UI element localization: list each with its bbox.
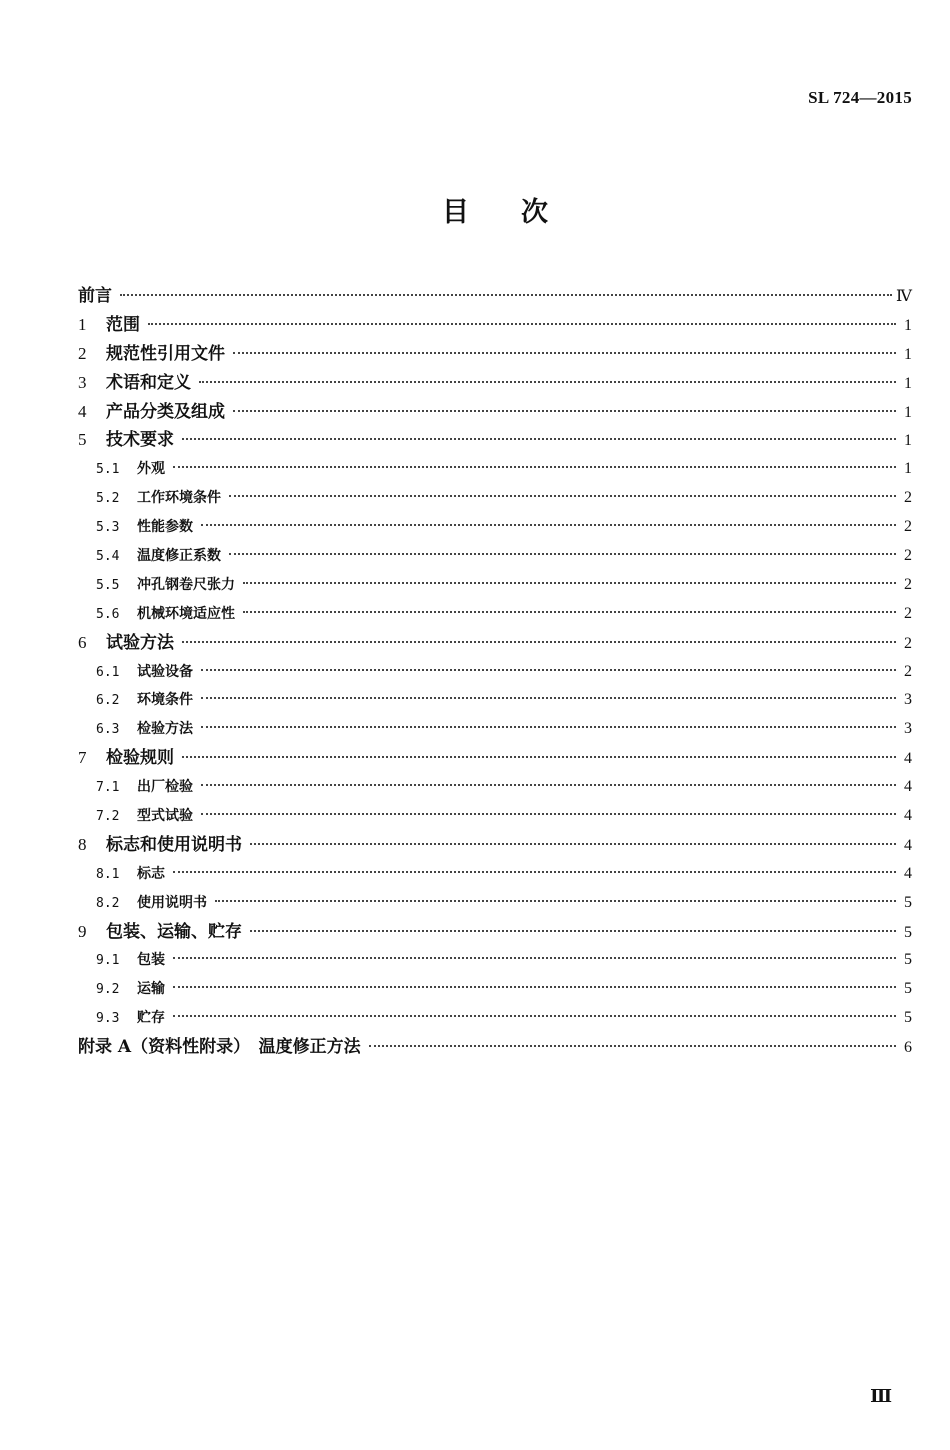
toc-dot-leader [229,553,896,555]
standard-code: SL 724—2015 [808,88,912,107]
toc-entry-page: 5 [904,980,912,998]
toc-entry-page: 1 [904,345,912,363]
toc-entry-label: 检验方法 [137,721,193,738]
toc-entry[interactable] [78,600,912,629]
toc-entry-page: 5 [904,923,912,941]
toc-entry-number: 2 [78,343,87,363]
toc-entry[interactable] [78,282,912,311]
toc-entry[interactable] [78,340,912,369]
toc-dot-leader [243,611,896,613]
toc-entry-label: 包装 [137,952,165,969]
toc-entry-number: 5.3 [96,520,120,536]
toc-dot-leader [148,323,896,325]
toc-entry-page: 5 [904,1009,912,1027]
title-char-1: 目 [442,197,469,228]
toc-dot-leader [201,697,896,699]
toc-entry-number: 6 [78,632,87,652]
toc-entry[interactable] [78,715,912,744]
toc-entry-number: 9.1 [96,953,120,969]
toc-entry-page: 2 [904,634,912,652]
toc-entry[interactable] [78,571,912,600]
toc-entry-page: 4 [904,836,912,854]
toc-entry-label: 附录 A（资料性附录） 温度修正方法 [78,1037,361,1058]
toc-entry-page: 2 [904,575,912,593]
toc-entry-label: 外观 [137,461,165,478]
toc-entry[interactable] [78,1004,912,1033]
toc-entry-number: 7 [78,748,87,768]
toc-entry-page: 3 [904,691,912,709]
toc-dot-leader [173,957,896,959]
page-number: Ⅲ [870,1386,892,1406]
toc-entry[interactable] [78,484,912,513]
toc-dot-leader [173,871,896,873]
toc-entry-label: 使用说明书 [137,894,207,911]
toc-entry-number: 7.1 [96,780,120,796]
toc-entry-label: 冲孔钢卷尺张力 [137,576,235,593]
toc-dot-leader [201,784,896,786]
toc-entry-page: 1 [904,432,912,450]
toc-entry-label: 检验规则 [106,748,174,769]
toc-entry-page: 6 [904,1039,912,1057]
toc-entry-label: 试验方法 [106,632,174,653]
toc-dot-leader [201,726,896,728]
toc-entry-number: 6.1 [96,664,120,680]
toc-entry-page: 1 [904,374,912,392]
toc-entry-label: 术语和定义 [106,372,191,393]
toc-entry[interactable] [78,860,912,889]
toc-dot-leader [250,843,896,845]
toc-dot-leader [173,1015,896,1017]
toc-entry-label: 标志和使用说明书 [106,834,242,855]
toc-entry[interactable] [78,773,912,802]
toc-dot-leader [250,930,896,932]
toc-entry-label: 运输 [137,981,165,998]
toc-dot-leader [201,669,896,671]
toc-entry-label: 型式试验 [137,808,193,825]
toc-entry[interactable] [78,831,912,860]
toc-entry[interactable] [78,658,912,687]
toc-entry-page: 4 [904,864,912,882]
toc-entry-number: 6.3 [96,722,120,738]
toc-dot-leader [233,410,896,412]
toc-entry-number: 5 [78,430,87,450]
toc-entry-page: 3 [904,720,912,738]
toc-entry-page: Ⅳ [896,288,912,305]
toc-entry-label: 贮存 [137,1010,165,1027]
toc-entry[interactable] [78,889,912,918]
toc-entry-page: 1 [904,403,912,421]
toc-entry-page: 5 [904,951,912,969]
toc-entry[interactable] [78,918,912,947]
toc-entry-page: 4 [904,750,912,768]
toc-entry[interactable] [78,398,912,427]
toc-entry-page: 5 [904,893,912,911]
toc-entry[interactable] [78,802,912,831]
toc-dot-leader [201,524,896,526]
toc-entry-number: 9 [78,921,87,941]
toc-entry[interactable] [78,686,912,715]
toc-entry[interactable] [78,629,912,658]
toc-dot-leader [369,1045,896,1047]
toc-entry[interactable] [78,1033,912,1062]
toc-entry-label: 温度修正系数 [137,548,221,565]
toc-dot-leader [173,466,896,468]
toc-entry-number: 5.1 [96,462,120,478]
toc-entry-label: 规范性引用文件 [106,343,225,364]
toc-entry-number: 9.3 [96,1011,120,1027]
toc-dot-leader [243,582,896,584]
toc-entry-number: 8.1 [96,866,120,882]
toc-dot-leader [182,641,896,643]
toc-dot-leader [120,294,892,296]
toc-entry-page: 2 [904,518,912,536]
toc-entry-page: 2 [904,662,912,680]
toc-entry-label: 性能参数 [137,519,193,536]
toc-entry-page: 2 [904,547,912,565]
toc-entry-label: 出厂检验 [137,779,193,796]
toc-dot-leader [199,381,896,383]
toc-dot-leader [173,986,896,988]
toc-entry-label: 技术要求 [106,430,174,451]
toc-entry-number: 3 [78,372,87,392]
toc-dot-leader [201,813,896,815]
toc-entry[interactable] [78,311,912,340]
toc-entry-label: 环境条件 [137,692,193,709]
toc-entry-page: 2 [904,604,912,622]
toc-entry[interactable] [78,975,912,1004]
toc-dot-leader [229,495,896,497]
toc-entry[interactable] [78,369,912,398]
toc-entry-page: 1 [904,316,912,334]
toc-entry[interactable] [78,455,912,484]
toc-dot-leader [215,900,896,902]
table-of-contents [78,282,912,1062]
toc-entry-number: 5.6 [96,606,120,622]
toc-entry-number: 8.2 [96,895,120,911]
toc-dot-leader [233,352,896,354]
toc-entry-label: 前言 [78,286,112,306]
toc-entry-label: 工作环境条件 [137,490,221,507]
toc-entry-number: 9.2 [96,982,120,998]
toc-entry[interactable] [78,542,912,571]
toc-entry-number: 7.2 [96,809,120,825]
toc-entry-number: 5.4 [96,549,120,565]
toc-entry-page: 2 [904,489,912,507]
title-char-2: 次 [521,197,548,228]
toc-entry-label: 产品分类及组成 [106,401,225,422]
toc-entry-number: 5.2 [96,491,120,507]
toc-entry-label: 试验设备 [137,663,193,680]
toc-entry[interactable] [78,744,912,773]
toc-entry-label: 范围 [106,314,140,335]
toc-entry-number: 5.5 [96,577,120,593]
toc-entry-page: 4 [904,778,912,796]
toc-dot-leader [182,756,896,758]
toc-entry-label: 标志 [137,865,165,882]
toc-entry-page: 1 [904,460,912,478]
toc-dot-leader [182,438,896,440]
page-title [0,190,950,229]
toc-entry[interactable] [78,513,912,542]
toc-entry-number: 1 [78,314,87,334]
toc-entry-label: 包装、运输、贮存 [106,921,242,942]
toc-entry[interactable] [78,426,912,455]
toc-entry-number: 4 [78,401,87,421]
toc-entry-number: 6.2 [96,693,120,709]
toc-entry-number: 8 [78,834,87,854]
toc-entry[interactable] [78,946,912,975]
toc-entry-page: 4 [904,807,912,825]
toc-entry-label: 机械环境适应性 [137,605,235,622]
